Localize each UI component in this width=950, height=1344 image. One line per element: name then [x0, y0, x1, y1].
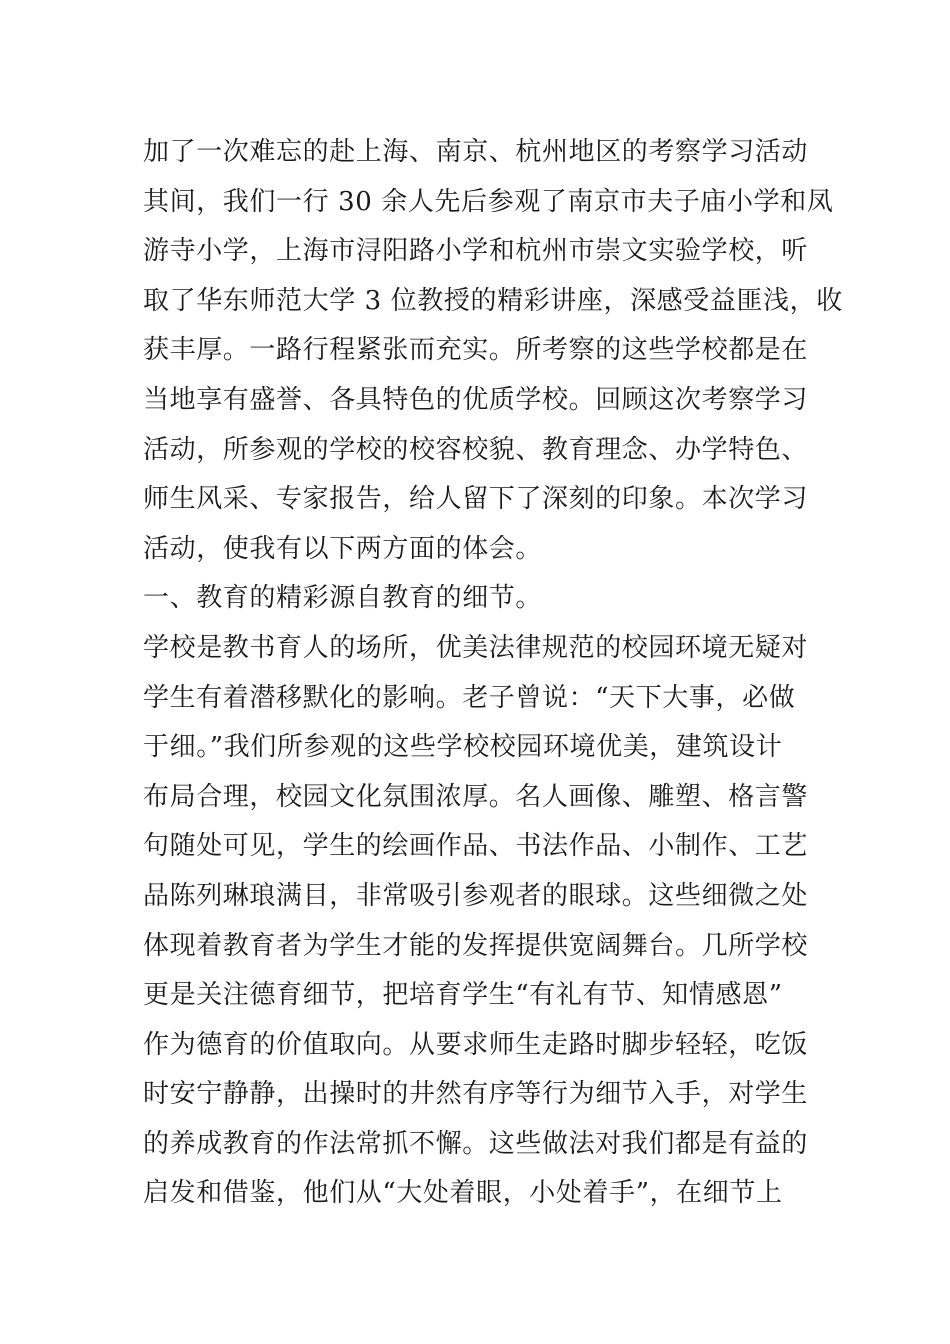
text-line: 更是关注德育细节，把培育学生“有礼有节、知情感恩”	[143, 980, 783, 1011]
text-line: 时安宁静静，出操时的井然有序等行为细节入手，对学生	[143, 1079, 809, 1110]
text-line: 学生有着潜移默化的影响。老子曾说：“天下大事，必做	[143, 682, 796, 713]
text-line: 取了华东师范大学 3 位教授的精彩讲座，深感受益匪浅，收	[143, 285, 843, 316]
text-line: 加了一次难忘的赴上海、南京、杭州地区的考察学习活动	[143, 137, 809, 167]
text-line: 其间，我们一行 30 余人先后参观了南京市夫子庙小学和凤	[143, 186, 834, 217]
text-line: 活动，所参观的学校的校容校貌、教育理念、办学特色、	[143, 434, 809, 465]
text-line: 启发和借鉴，他们从“大处着眼，小处着手”，在细节上	[143, 1178, 783, 1209]
text-line: 句随处可见，学生的绘画作品、书法作品、小制作、工艺	[143, 831, 809, 862]
document-body	[143, 128, 843, 1219]
text-line: 师生风采、专家报告，给人留下了深刻的印象。本次学习	[143, 484, 809, 515]
text-line: 作为德育的价值取向。从要求师生走路时脚步轻轻，吃饭	[143, 1029, 809, 1060]
text-line: 布局合理，校园文化氛围浓厚。名人画像、雕塑、格言警	[143, 781, 809, 812]
text-line: 游寺小学，上海市浔阳路小学和杭州市崇文实验学校，听	[143, 236, 809, 267]
text-line: 的养成教育的作法常抓不懈。这些做法对我们都是有益的	[143, 1128, 809, 1159]
section-heading: 一、教育的精彩源自教育的细节。	[143, 583, 543, 614]
text-line: 活动，使我有以下两方面的体会。	[143, 533, 543, 564]
text-line: 体现着教育者为学生才能的发挥提供宽阔舞台。几所学校	[143, 930, 809, 961]
text-line: 于细。”我们所参观的这些学校校园环境优美，建筑设计	[143, 732, 783, 763]
text-line: 学校是教书育人的场所，优美法律规范的校园环境无疑对	[143, 632, 809, 663]
text-line: 当地享有盛誉、各具特色的优质学校。回顾这次考察学习	[143, 384, 809, 415]
text-line: 品陈列琳琅满目，非常吸引参观者的眼球。这些细微之处	[143, 880, 809, 911]
text-line: 获丰厚。一路行程紧张而充实。所考察的这些学校都是在	[143, 335, 809, 366]
